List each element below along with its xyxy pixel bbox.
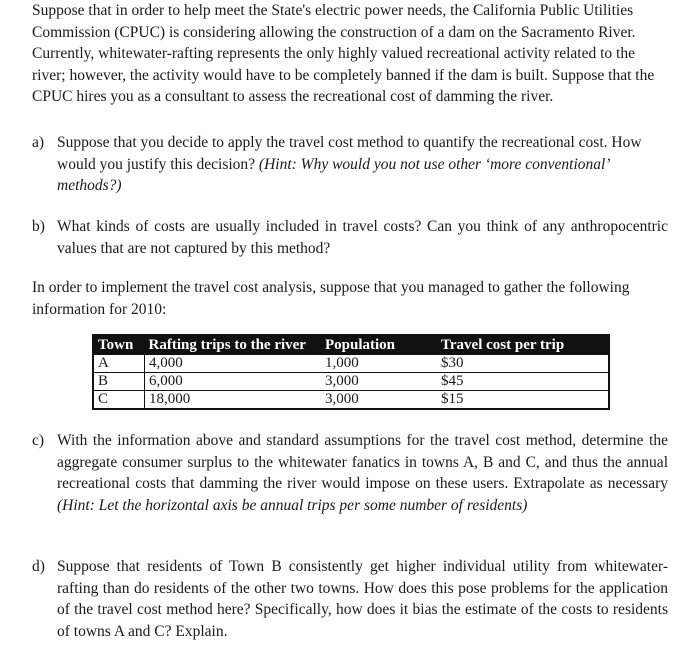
table-lead-paragraph: In order to implement the travel cost analysis, suppose that you managed to gather the following information for 2010: (32, 279, 630, 318)
question-b-text: What kinds of costs are usually included in travel costs? Can you think of any anthropocentric values that are not captured by this method? (57, 218, 668, 257)
cell-trips: 6,000 (149, 373, 183, 389)
header-population: Population (321, 335, 437, 355)
data-table-container (92, 334, 610, 410)
question-d-letter: d) (32, 558, 45, 575)
intro-paragraph: Suppose that in order to help meet the State's electric power needs, the California Public Utilities Commission (CPUC) is considering allowing the construction of a dam on the Sacramento River. Currently, whitewater-rafting represents the only highly valued recreational activity related to the river; however, the activity would have to be completely banned if the dam is built. Suppose that the CPUC hires you as a consultant to assess the recreational cost of damming the river. (32, 2, 655, 105)
cell-cost: $30 (441, 355, 464, 371)
table-row (93, 355, 609, 373)
table-header-row (93, 335, 609, 355)
cell-town: A (93, 355, 145, 373)
table-row (93, 391, 609, 410)
question-a-hint: (Hint: Why would you not use other ‘more conventional’ methods?) (57, 155, 609, 194)
table-row (93, 373, 609, 391)
question-a-text: Suppose that you decide to apply the travel cost method to quantify the recreational cost. How would you justify this decision? (57, 134, 642, 173)
question-a-letter: a) (32, 134, 45, 151)
question-c-letter: c) (32, 432, 45, 449)
cell-cost: $45 (441, 373, 464, 389)
cell-population: 1,000 (325, 355, 359, 371)
header-rafting-trips: Rafting trips to the river (145, 335, 322, 355)
cell-cost: $15 (441, 391, 464, 407)
cell-town: B (93, 373, 145, 391)
cell-trips: 18,000 (149, 391, 191, 407)
cell-population: 3,000 (325, 373, 359, 389)
question-b (32, 216, 668, 259)
question-c-body (57, 430, 668, 516)
question-c-hint: (Hint: Let the horizontal axis be annual trips per some number of residents) (57, 496, 528, 514)
header-town: Town (93, 335, 145, 355)
question-a-body (57, 132, 668, 197)
question-c (32, 430, 668, 516)
question-b-letter: b) (32, 218, 45, 235)
cell-trips: 4,000 (149, 355, 183, 371)
cell-population: 3,000 (325, 391, 359, 407)
question-a (32, 132, 668, 197)
cell-town: C (93, 391, 145, 410)
question-d-text: Suppose that residents of Town B consistently get higher individual utility from whitewater-rafting than do residents of the other two towns. How does this pose problems for the application of the travel cost method here? Specifically, how does it bias the estimate of the costs to residents of towns A and C? Explain. (57, 558, 668, 640)
town-data-table (92, 334, 610, 410)
question-d (32, 556, 668, 642)
header-travel-cost: Travel cost per trip (437, 335, 609, 355)
question-c-text: With the information above and standard assumptions for the travel cost method, determine the aggregate consumer surplus to the whitewater fanatics in towns A, B and C, and thus the annual recreational costs that damming the river would impose on these users. Extrapolate as necessary (57, 432, 668, 492)
